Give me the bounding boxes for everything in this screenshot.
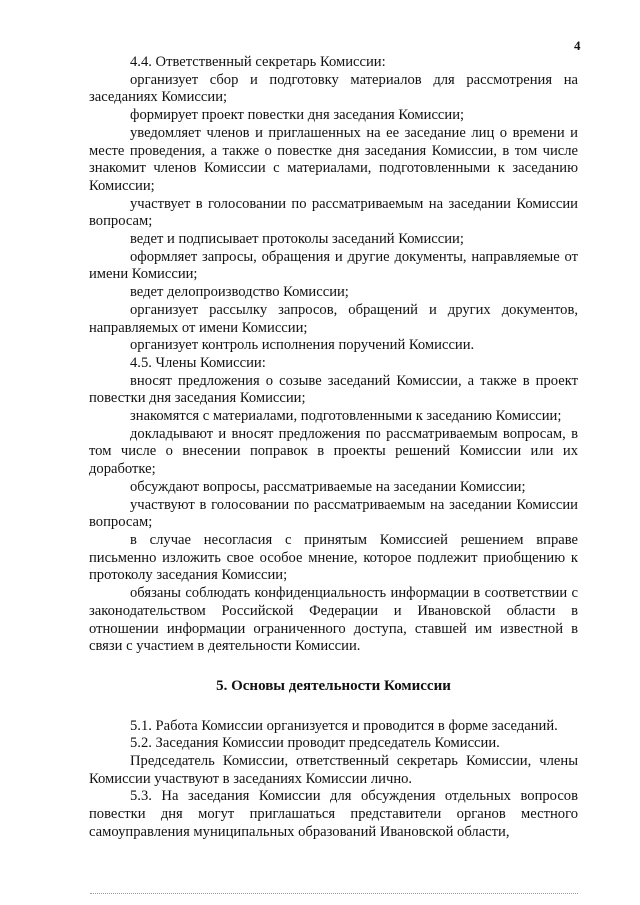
paragraph: оформляет запросы, обращения и другие документы, направляемые от имени Комиссии; [89, 248, 578, 283]
paragraph: участвуют в голосовании по рассматриваемым на заседании Комиссии вопросам; [89, 496, 578, 531]
paragraph: организует рассылку запросов, обращений и других документов, направляемых от имени Комиссии; [89, 301, 578, 336]
paragraph: 4.5. Члены Комиссии: [130, 354, 266, 371]
document-body [89, 54, 578, 842]
paragraph: докладывают и вносят предложения по рассматриваемым вопросам, в том числе о внесении поправок в проекты решений Комиссии или их доработке; [89, 425, 578, 478]
paragraph: обязаны соблюдать конфиденциальность информации в соответствии с законодательством Российской Федерации и Ивановской области в отношении информации ограниченного доступа, ставшей им известной в связи с участием в деятельности Комиссии. [89, 585, 578, 655]
paragraph: 5.3. На заседания Комиссии для обсуждения отдельных вопросов повестки дня могут приглашаться представители органов местного самоуправления муниципальных образований Ивановской области, [89, 788, 578, 840]
paragraph: уведомляет членов и приглашенных на ее заседание лиц о времени и месте проведения, а также о повестке дня заседания Комиссии, в том числе знакомит членов Комиссии с материалами, подготовленными к заседанию Комиссии; [89, 124, 578, 194]
page-number: 4 [574, 38, 581, 53]
paragraph: ведет делопроизводство Комиссии; [130, 284, 349, 301]
paragraph: обсуждают вопросы, рассматриваемые на заседании Комиссии; [130, 478, 526, 495]
paragraph: организует контроль исполнения поручений Комиссии. [130, 337, 475, 354]
paragraph: 5.2. Заседания Комиссии проводит председатель Комиссии. [130, 735, 500, 752]
paragraph: 5.1. Работа Комиссии организуется и проводится в форме заседаний. [130, 717, 558, 734]
paragraph: вносят предложения о созыве заседаний Комиссии, а также в проект повестки дня заседания Комиссии; [89, 372, 578, 407]
paragraph: в случае несогласия с принятым Комиссией решением вправе письменно изложить свое особое мнение, которое подлежит приобщению к протоколу заседания Комиссии; [89, 531, 578, 584]
paragraph: знакомятся с материалами, подготовленными к заседанию Комиссии; [130, 408, 562, 425]
paragraph: участвует в голосовании по рассматриваемым на заседании Комиссии вопросам; [89, 195, 578, 230]
paragraph: организует сбор и подготовку материалов для рассмотрения на заседаниях Комиссии; [89, 71, 578, 106]
paragraph: формирует проект повестки дня заседания Комиссии; [130, 107, 465, 124]
paragraph: Председатель Комиссии, ответственный секретарь Комиссии, члены Комиссии участвуют в заседаниях Комиссии лично. [89, 753, 578, 787]
section-heading: 5. Основы деятельности Комиссии [216, 677, 451, 694]
scan-edge-line [90, 893, 578, 894]
paragraph: 4.4. Ответственный секретарь Комиссии: [130, 54, 386, 70]
paragraph: ведет и подписывает протоколы заседаний Комиссии; [130, 231, 464, 248]
